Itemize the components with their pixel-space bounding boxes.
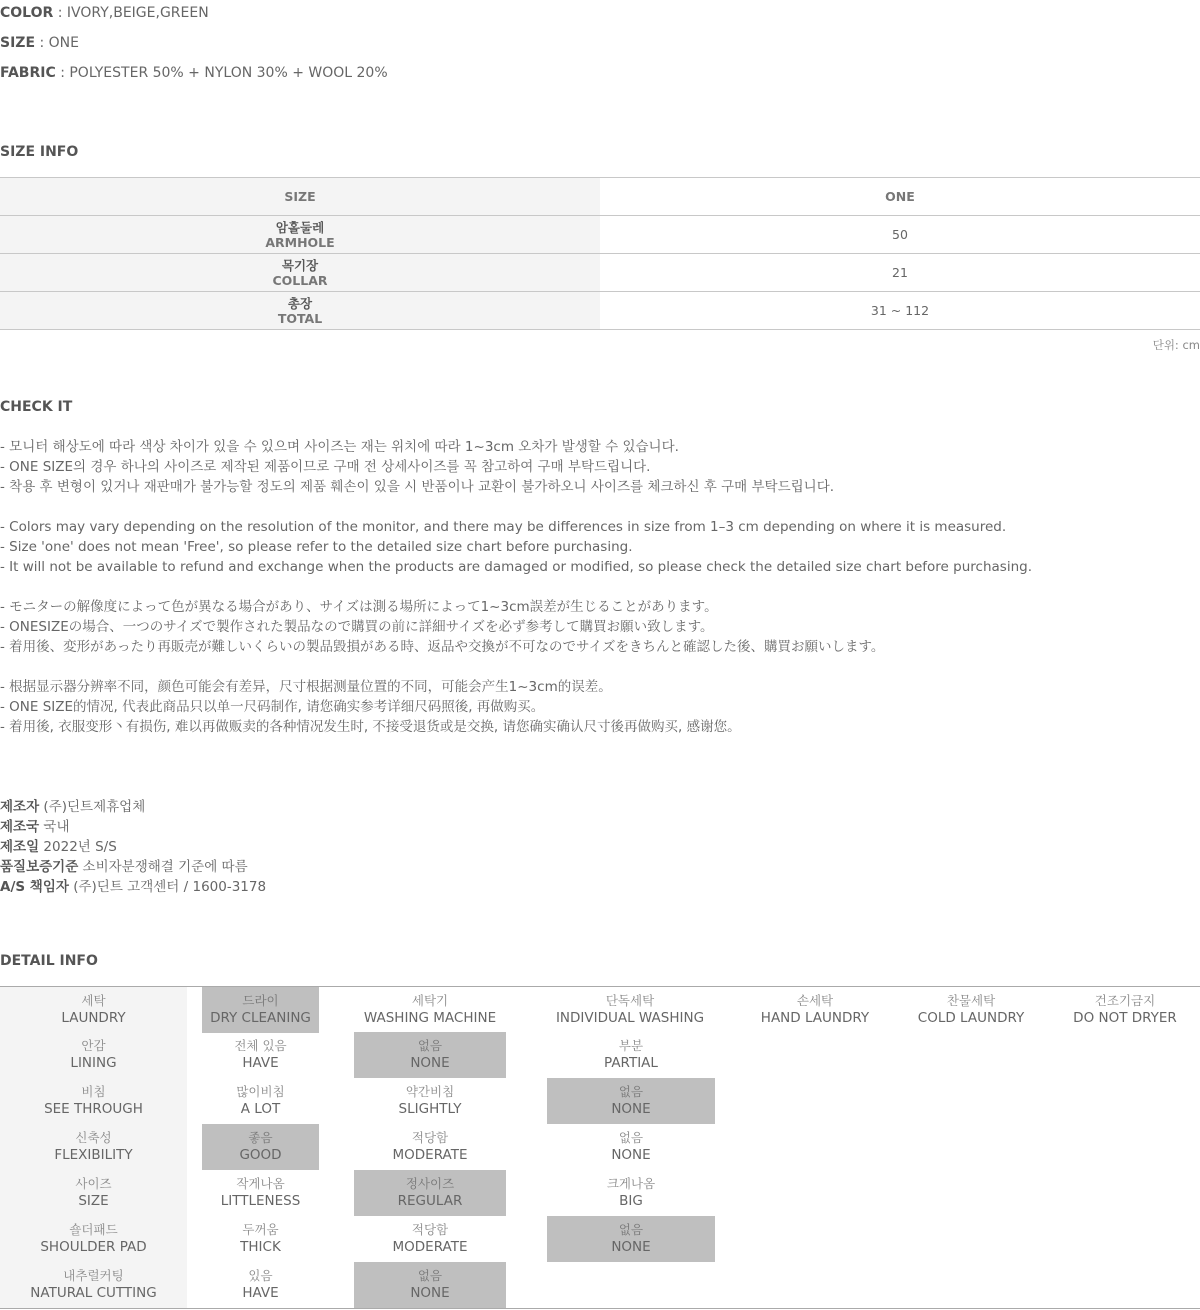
- detail-option: [202, 1078, 319, 1124]
- size-row-value: 50: [600, 216, 1200, 254]
- note-ko-2: - ONE SIZE의 경우 하나의 사이즈로 제작된 제품이므로 구매 전 상세사이즈를 꼭 참고하여 구매 부탁드립니다.: [0, 459, 651, 475]
- maker-country: [0, 817, 266, 837]
- spec-size: [0, 33, 79, 53]
- detail-option: [547, 1032, 715, 1078]
- detail-option: [547, 1124, 715, 1170]
- maker-date-value: 2022년 S/S: [43, 839, 117, 855]
- size-info-title: SIZE INFO: [0, 144, 79, 160]
- maker-manufacturer-value: (주)딘트제휴업체: [43, 799, 146, 815]
- detail-option-ko: 단독세탁: [605, 993, 655, 1008]
- size-row-value: 31 ~ 112: [600, 292, 1200, 330]
- size-row-label-ko: 목기장: [281, 257, 319, 273]
- spec-size-value: : ONE: [39, 35, 79, 51]
- detail-head-ko: 내추럴커팅: [63, 1268, 124, 1283]
- detail-option: [202, 987, 319, 1033]
- detail-option-ko: 찬물세탁: [946, 993, 996, 1008]
- check-it-notes: [0, 437, 1200, 737]
- note-en-1: - Colors may vary depending on the resolution of the monitor, and there may be differences in size from 1–3 cm depending on where it is measured.: [0, 519, 1007, 535]
- detail-option-en: NONE: [611, 1101, 651, 1117]
- size-row-value: 21: [600, 254, 1200, 292]
- detail-option: [547, 1216, 715, 1262]
- note-ja-1: - モニターの解像度によって色が異なる場合があり、サイズは測る場所によって1~3cm誤差が生じることがあります。: [0, 599, 718, 615]
- note-ko-3: - 착용 후 변형이 있거나 재판매가 불가능할 정도의 제품 훼손이 있을 시 반품이나 교환이 불가하오니 사이즈를 체크하신 후 구매 부탁드립니다.: [0, 479, 835, 495]
- detail-head-en: LAUNDRY: [61, 1010, 126, 1026]
- detail-option-en: WASHING MACHINE: [363, 1010, 497, 1026]
- detail-head-en: FLEXIBILITY: [54, 1147, 133, 1163]
- spec-color-label: COLOR: [0, 5, 54, 21]
- detail-option-ko: 작게나옴: [236, 1176, 285, 1191]
- detail-option: [547, 1078, 715, 1124]
- maker-as-value: (주)딘트 고객센터 / 1600-3178: [73, 879, 267, 895]
- detail-head-ko: 세탁: [81, 993, 106, 1008]
- spec-fabric-value: : POLYESTER 50% + NYLON 30% + WOOL 20%: [60, 65, 388, 81]
- detail-head-ko: 숄더패드: [69, 1222, 118, 1237]
- note-zh-1: - 根据显示器分辨率不同，颜色可能会有差异，尺寸根据测量位置的不同，可能会产生1~3cm的误差。: [0, 679, 612, 695]
- size-row-label: [0, 216, 600, 254]
- size-header-value: ONE: [600, 178, 1200, 216]
- detail-row-head: [0, 1263, 187, 1308]
- detail-row-head: [0, 1171, 187, 1216]
- maker-date: [0, 837, 266, 857]
- detail-option-ko: 없음: [618, 1130, 644, 1145]
- maker-warranty-label: 품질보증기준: [0, 859, 79, 875]
- maker-country-value: 국내: [43, 819, 70, 835]
- detail-row-head: [0, 988, 187, 1033]
- detail-option-en: BIG: [619, 1193, 643, 1209]
- maker-manufacturer-label: 제조자: [0, 799, 40, 815]
- detail-option-en: HAVE: [242, 1285, 279, 1301]
- detail-row-head: [0, 1079, 187, 1124]
- detail-option-ko: 손세탁: [796, 993, 834, 1008]
- detail-head-ko: 안감: [81, 1038, 106, 1053]
- maker-as-label: A/S 책임자: [0, 879, 69, 895]
- note-zh-3: - 着用後, 衣服变形丶有损伤, 难以再做贩卖的各种情况发生时, 不接受退货或是交换, 请您确实确认尺寸後再做购买, 感谢您。: [0, 719, 741, 735]
- detail-option: [540, 987, 720, 1033]
- maker-manufacturer: [0, 797, 266, 817]
- detail-option-ko: 세탁기: [411, 993, 449, 1008]
- note-zh-2: - ONE SIZE的情况, 代表此商品只以单一尺码制作, 请您确实参考详细尺码照後, 再做购买。: [0, 699, 545, 715]
- detail-option-en: NONE: [611, 1147, 651, 1163]
- detail-option: [900, 987, 1042, 1033]
- detail-option: [354, 1216, 506, 1262]
- size-table-header: [0, 178, 1200, 216]
- detail-head-en: SIZE: [78, 1193, 109, 1209]
- size-header-label: SIZE: [0, 178, 600, 216]
- detail-head-ko: 사이즈: [75, 1176, 112, 1191]
- size-row-label-en: ARMHOLE: [265, 234, 335, 250]
- detail-option-ko: 크게나옴: [606, 1176, 656, 1191]
- maker-warranty: [0, 857, 266, 877]
- detail-option: [547, 1170, 715, 1216]
- detail-option: [740, 987, 890, 1033]
- maker-warranty-value: 소비자분쟁해결 기준에 따름: [82, 859, 248, 875]
- detail-info-title: DETAIL INFO: [0, 953, 98, 969]
- detail-option-en: SLIGHTLY: [398, 1101, 462, 1117]
- detail-row-head: [0, 1125, 187, 1170]
- detail-option: [354, 1078, 506, 1124]
- spec-color-value: : IVORY,BEIGE,GREEN: [57, 5, 209, 21]
- detail-option-en: COLD LAUNDRY: [917, 1010, 1025, 1026]
- maker-country-label: 제조국: [0, 819, 40, 835]
- detail-option-ko: 두꺼움: [242, 1222, 279, 1237]
- size-table: [0, 177, 1200, 330]
- detail-option-ko: 없음: [618, 1222, 644, 1237]
- detail-option-en: PARTIAL: [604, 1055, 658, 1071]
- table-row: [0, 254, 1200, 292]
- detail-option-ko: 적당함: [411, 1222, 449, 1237]
- table-row: [0, 216, 1200, 254]
- detail-head-en: SHOULDER PAD: [40, 1239, 147, 1255]
- detail-option-en: NONE: [611, 1239, 651, 1255]
- spec-color: [0, 3, 209, 23]
- detail-option: [354, 1032, 506, 1078]
- detail-option-en: REGULAR: [397, 1193, 463, 1209]
- detail-option-en: INDIVIDUAL WASHING: [555, 1010, 705, 1026]
- detail-option-ko: 약간비침: [405, 1084, 455, 1099]
- spec-size-label: SIZE: [0, 35, 36, 51]
- detail-option-ko: 드라이: [242, 993, 279, 1008]
- detail-option-ko: 좋음: [248, 1130, 273, 1145]
- note-en-2: - Size 'one' does not mean 'Free', so please refer to the detailed size chart before purchasing.: [0, 539, 633, 555]
- detail-option-en: MODERATE: [392, 1239, 468, 1255]
- detail-option-ko: 있음: [248, 1268, 273, 1283]
- detail-head-en: LINING: [70, 1055, 117, 1071]
- note-ja-2: - ONESIZEの場合、一つのサイズで製作された製品なので購買の前に詳細サイズを必ず参考して購買お願い致します。: [0, 619, 714, 635]
- detail-option: [1050, 987, 1200, 1033]
- spec-fabric-label: FABRIC: [0, 65, 56, 81]
- note-ko-1: - 모니터 해상도에 따라 색상 차이가 있을 수 있으며 사이즈는 재는 위치에 따라 1~3cm 오차가 발생할 수 있습니다.: [0, 439, 679, 455]
- detail-option-en: DO NOT DRYER: [1073, 1010, 1177, 1026]
- detail-option-en: NONE: [410, 1285, 450, 1301]
- detail-option: [202, 1262, 319, 1308]
- detail-option-en: A LOT: [240, 1101, 281, 1117]
- detail-head-ko: 비침: [81, 1084, 106, 1099]
- detail-option-ko: 정사이즈: [405, 1176, 455, 1191]
- detail-option-ko: 많이비침: [236, 1084, 285, 1099]
- maker-as: [0, 877, 266, 897]
- detail-option-en: HAVE: [242, 1055, 279, 1071]
- detail-option-en: DRY CLEANING: [210, 1010, 311, 1026]
- size-row-label-ko: 암홀둘레: [275, 219, 325, 235]
- detail-head-en: SEE THROUGH: [44, 1101, 143, 1117]
- size-row-label-en: COLLAR: [272, 272, 328, 288]
- detail-head-ko: 신축성: [75, 1130, 112, 1145]
- detail-option: [354, 1124, 506, 1170]
- spec-fabric: [0, 63, 388, 83]
- size-row-label: [0, 292, 600, 330]
- detail-option-ko: 적당함: [411, 1130, 449, 1145]
- detail-row-head: [0, 1217, 187, 1262]
- table-row: [0, 292, 1200, 330]
- detail-option-en: GOOD: [239, 1147, 282, 1163]
- detail-option: [354, 1170, 506, 1216]
- detail-option-ko: 부분: [618, 1038, 644, 1053]
- maker-date-label: 제조일: [0, 839, 40, 855]
- detail-option-en: LITTLENESS: [220, 1193, 301, 1209]
- detail-option-ko: 없음: [417, 1038, 443, 1053]
- detail-option-ko: 없음: [618, 1084, 644, 1099]
- size-row-label-ko: 총장: [287, 295, 313, 311]
- maker-info: [0, 797, 266, 897]
- detail-option: [340, 987, 520, 1033]
- detail-option: [202, 1032, 319, 1078]
- note-en-3: - It will not be available to refund and exchange when the products are damaged or modified, so please check the detailed size chart before purchasing.: [0, 559, 1032, 575]
- detail-option: [202, 1170, 319, 1216]
- detail-head-en: NATURAL CUTTING: [30, 1285, 157, 1301]
- detail-option-ko: 없음: [417, 1268, 443, 1283]
- size-row-label: [0, 254, 600, 292]
- detail-option-en: MODERATE: [392, 1147, 468, 1163]
- detail-bottom-divider: [0, 1308, 1200, 1309]
- detail-option-en: HAND LAUNDRY: [760, 1010, 870, 1026]
- detail-option: [202, 1216, 319, 1262]
- check-it-title: CHECK IT: [0, 399, 73, 415]
- detail-option: [202, 1124, 319, 1170]
- size-row-label-en: TOTAL: [277, 310, 323, 326]
- detail-option-en: NONE: [410, 1055, 450, 1071]
- detail-row-head: [0, 1033, 187, 1078]
- size-unit-note: 단위: cm: [1152, 338, 1200, 352]
- detail-option-ko: 전체 있음: [234, 1038, 287, 1053]
- detail-option-ko: 건조기금지: [1094, 993, 1156, 1008]
- note-ja-3: - 着用後、変形があったり再販売が難しいくらいの製品毀損がある時、返品や交換が不可なのでサイズをきちんと確認した後、購買お願いします。: [0, 639, 885, 655]
- detail-option: [354, 1262, 506, 1308]
- detail-option-en: THICK: [240, 1239, 281, 1255]
